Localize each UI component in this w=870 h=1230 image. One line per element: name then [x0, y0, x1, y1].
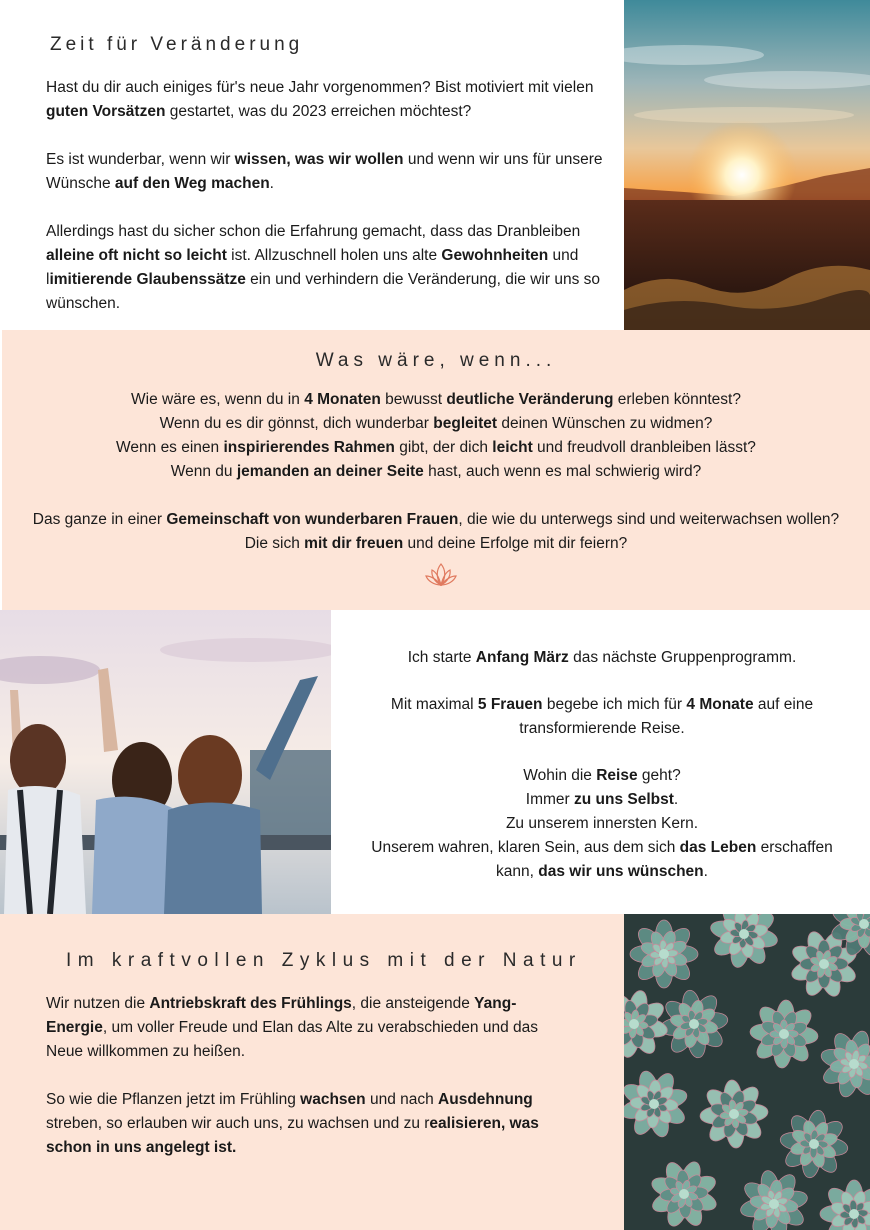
nature-section [0, 914, 870, 1230]
succulents-photo [624, 914, 870, 1230]
intro-section [0, 0, 870, 330]
program-group [352, 693, 852, 741]
text-line: Immer zu uns Selbst. [525, 791, 679, 808]
text-line: Wohin die Reise geht? [523, 767, 681, 784]
text-line: Zu unserem innersten Kern. [505, 815, 699, 832]
what-if-section [2, 330, 870, 610]
text-line: Wenn du es dir gönnst, dich wunderbar begleitet deinen Wünschen zu widmen? [159, 415, 713, 432]
nature-text [46, 992, 566, 1184]
program-section [0, 610, 870, 914]
text-line: Wenn es einen inspirierendes Rahmen gibt, der dich leicht und freudvoll dranbleiben lässt? [116, 439, 756, 456]
text-line: kann, das wir uns wünschen. [496, 863, 708, 880]
text-line: Unserem wahren, klaren Sein, aus dem sich das Leben erschaffen [371, 839, 833, 856]
text-line: Ich starte Anfang März das nächste Gruppenprogramm. [407, 649, 797, 666]
intro-paragraph-2: Es ist wunderbar, wenn wir wissen, was wir wollen und wenn wir uns für unsere Wünsche auf den Weg machen. [46, 151, 603, 192]
program-start [352, 646, 852, 670]
text-line: Wenn du jemanden an deiner Seite hast, auch wenn es mal schwierig wird? [170, 463, 702, 480]
text-line: Die sich mit dir freuen und deine Erfolge mit dir feiern? [244, 535, 628, 552]
program-text [352, 646, 852, 884]
text-line: transformierende Reise. [519, 720, 685, 737]
intro-heading: Zeit für Veränderung [50, 34, 304, 55]
nature-heading: Im kraftvollen Zyklus mit der Natur [66, 950, 582, 971]
program-journey [352, 764, 852, 884]
what-if-heading: Was wäre, wenn... [315, 350, 557, 371]
text-line: Mit maximal 5 Frauen begebe ich mich für 4 Monate auf eine [390, 696, 814, 713]
women-photo [0, 610, 331, 914]
what-if-text [2, 388, 870, 556]
nature-paragraph-1: Wir nutzen die Antriebskraft des Frühlings, die ansteigende Yang-Energie, um voller Freude und Elan das Alte zu verabschieden und das Neue willkommen zu heißen. [46, 995, 538, 1060]
intro-paragraph-1: Hast du dir auch einiges für's neue Jahr vorgenommen? Bist motiviert mit vielen guten Vorsätzen gestartet, was du 2023 erreichen möchtest? [46, 79, 594, 120]
sunset-photo [624, 0, 870, 330]
intro-paragraph-3: Allerdings hast du sicher schon die Erfahrung gemacht, dass das Dranbleiben alleine oft nicht so leicht ist. Allzuschnell holen uns alte Gewohnheiten und limitierende Glaubenssätze ein und verhindern die Veränderung, die wir uns so wünschen. [46, 223, 601, 312]
lotus-icon [423, 560, 459, 590]
text-line: Wie wäre es, wenn du in 4 Monaten bewusst deutliche Veränderung erleben könntest? [131, 391, 741, 408]
what-if-community [2, 508, 870, 556]
intro-text [46, 34, 606, 340]
text-line: Das ganze in einer Gemeinschaft von wunderbaren Frauen, die wie du unterwegs sind und weiterwachsen wollen? [32, 511, 840, 528]
nature-paragraph-2: So wie die Pflanzen jetzt im Frühling wachsen und nach Ausdehnung streben, so erlauben wir auch uns, zu wachsen und zu realisieren, was schon in uns angelegt ist. [46, 1091, 539, 1156]
what-if-questions [2, 388, 870, 484]
